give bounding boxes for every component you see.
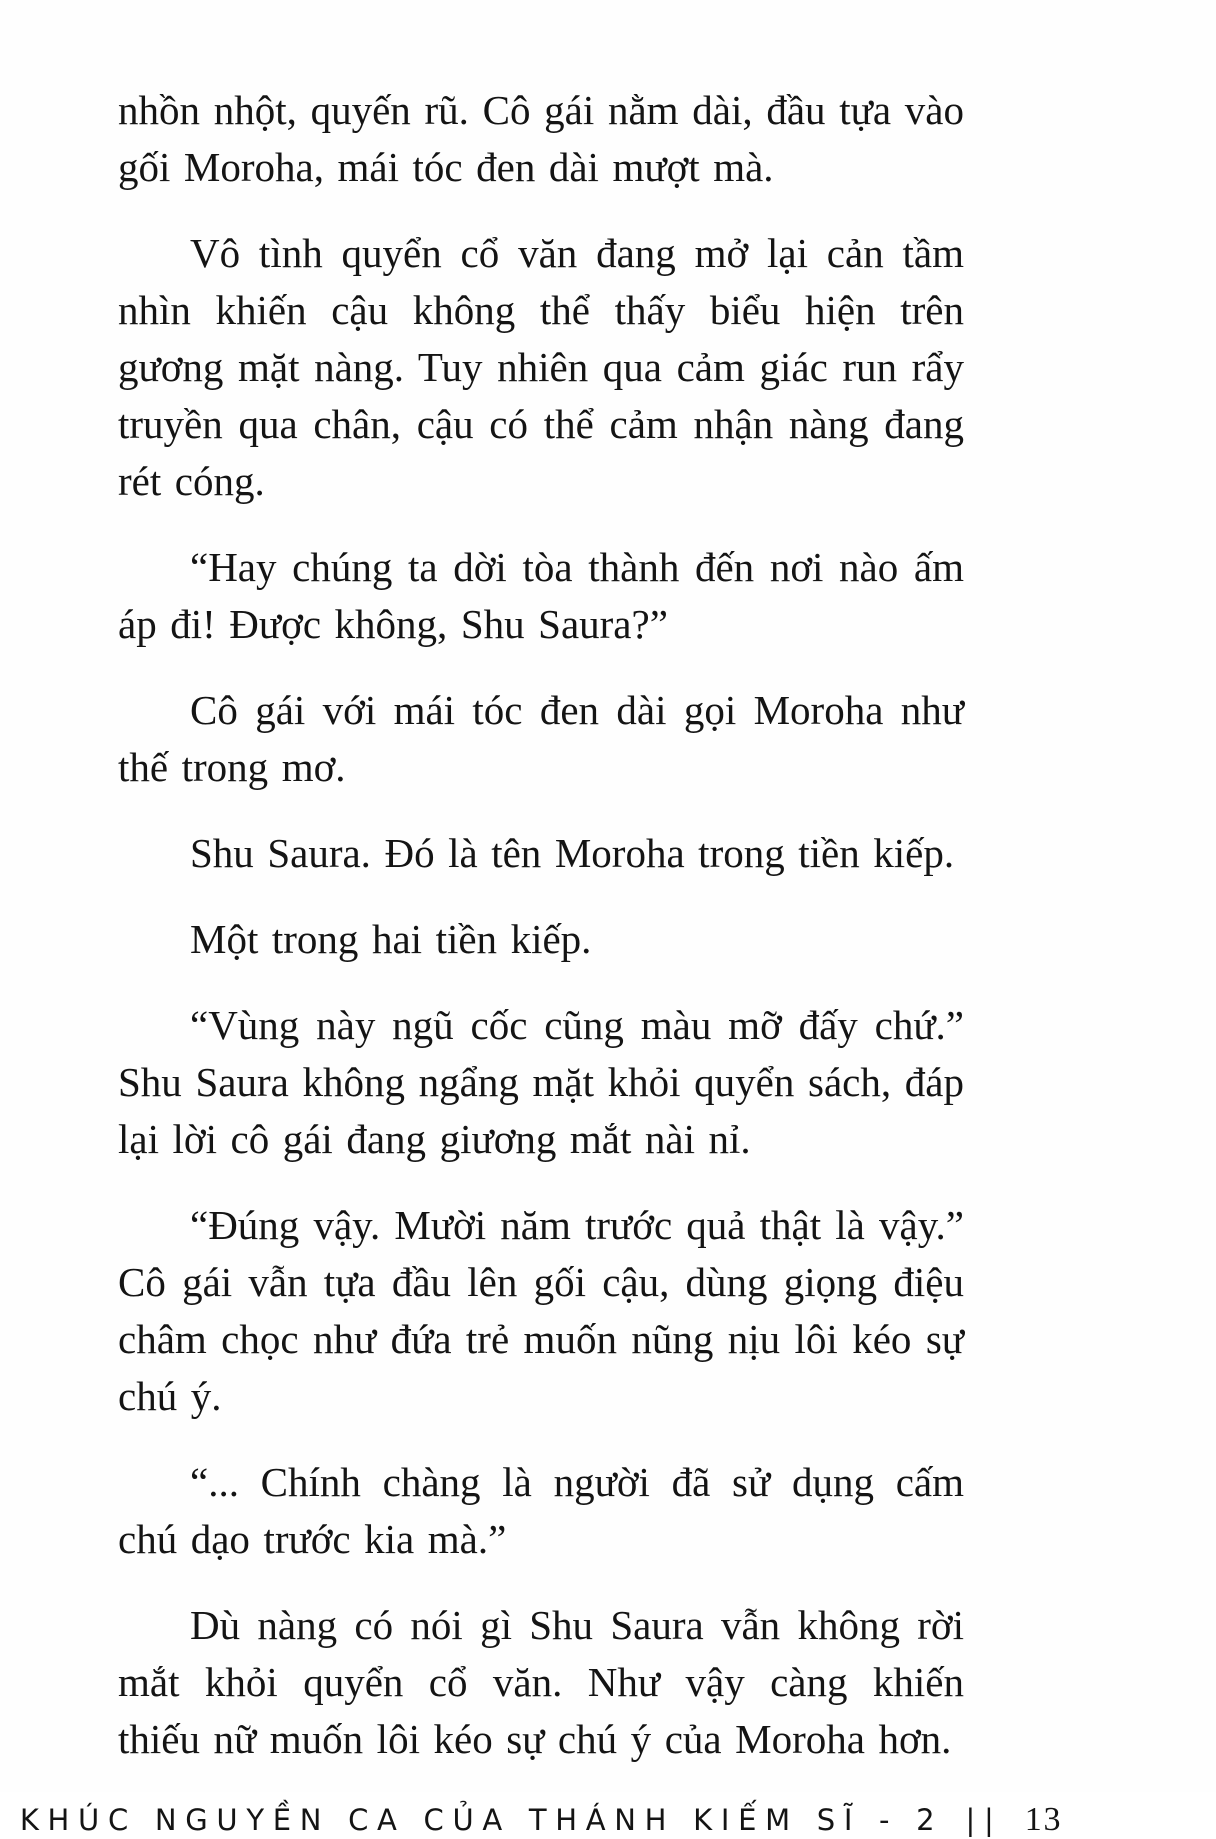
paragraph: “... Chính chàng là người đã sử dụng cấm chú dạo trước kia mà.” — [118, 1459, 964, 1562]
paragraph: Một trong hai tiền kiếp. — [190, 916, 592, 962]
page-body — [118, 82, 964, 1797]
footer-separator: - — [879, 1803, 899, 1837]
series-title: KHÚC NGUYỀN CA CỦA THÁNH KIẾM SĨ — [19, 1803, 862, 1837]
paragraph: “Hay chúng ta dời tòa thành đến nơi nào ấm áp đi! Được không, Shu Saura?” — [118, 544, 964, 647]
page-number: 13 — [1024, 1801, 1063, 1838]
footer-divider: || — [965, 1803, 1003, 1837]
paragraph: “Vùng này ngũ cốc cũng màu mỡ đấy chứ.” Shu Saura không ngẩng mặt khỏi quyển sách, đáp lại lời cô gái đang giương mắt nài nỉ. — [118, 1002, 964, 1162]
paragraph: “Đúng vậy. Mười năm trước quả thật là vậy.” Cô gái vẫn tựa đầu lên gối cậu, dùng giọng điệu châm chọc như đứa trẻ muốn nũng nịu lôi kéo sự chú ý. — [118, 1202, 964, 1419]
page-footer — [20, 1801, 1062, 1839]
volume-number: 2 — [916, 1803, 944, 1837]
paragraph: Vô tình quyển cổ văn đang mở lại cản tầm nhìn khiến cậu không thể thấy biểu hiện trên gương mặt nàng. Tuy nhiên qua cảm giác run rẩy truyền qua chân, cậu có thể cảm nhận nàng đang rét cóng. — [118, 230, 964, 504]
paragraph: Shu Saura. Đó là tên Moroha trong tiền kiếp. — [190, 830, 955, 876]
paragraph: Cô gái với mái tóc đen dài gọi Moroha như thế trong mơ. — [118, 687, 964, 790]
paragraph: Dù nàng có nói gì Shu Saura vẫn không rời mắt khỏi quyển cổ văn. Như vậy càng khiến thiếu nữ muốn lôi kéo sự chú ý của Moroha hơn. — [118, 1602, 964, 1762]
paragraph: nhồn nhột, quyến rũ. Cô gái nằm dài, đầu tựa vào gối Moroha, mái tóc đen dài mượt mà. — [118, 87, 964, 190]
